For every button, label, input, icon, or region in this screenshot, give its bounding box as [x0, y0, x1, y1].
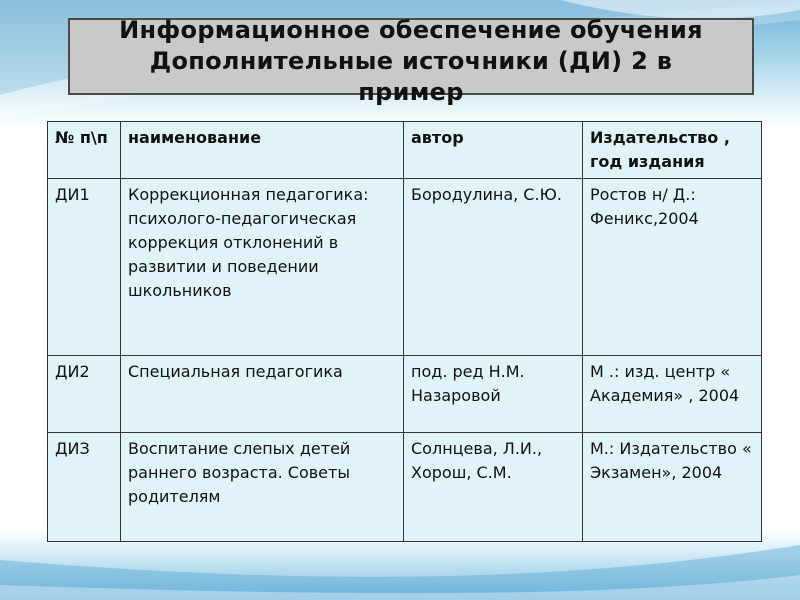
- header-author: автор: [404, 122, 583, 179]
- title-box: [68, 16, 754, 106]
- header-num: № п\п: [48, 122, 121, 179]
- table-row: [48, 356, 762, 433]
- cell-num: ДИЗ: [48, 433, 121, 542]
- cell-num: ДИ2: [48, 356, 121, 433]
- slide-title: [70, 15, 752, 108]
- title-line-2: Дополнительные источники (ДИ) 2 в: [149, 47, 673, 75]
- header-publisher: Издательство , год издания: [583, 122, 762, 179]
- cell-name: Коррекционная педагогика: психолого-педагогическая коррекция отклонений в развитии и поведении школьников: [121, 179, 404, 356]
- cell-author: Бородулина, С.Ю.: [404, 179, 583, 356]
- table-row: [48, 179, 762, 356]
- cell-author: Солнцева, Л.И., Хорош, С.М.: [404, 433, 583, 542]
- cell-num: ДИ1: [48, 179, 121, 356]
- title-line-1: Информационное обеспечение обучения: [119, 16, 703, 44]
- table-row: [48, 433, 762, 542]
- cell-publisher: Ростов н/ Д.: Феникс,2004: [583, 179, 762, 356]
- cell-publisher: М .: изд. центр « Академия» , 2004: [583, 356, 762, 433]
- header-name: наименование: [121, 122, 404, 179]
- cell-author: под. ред Н.М. Назаровой: [404, 356, 583, 433]
- title-line-3: пример: [358, 78, 464, 106]
- sources-table: [47, 121, 762, 542]
- table-header-row: [48, 122, 762, 179]
- cell-name: Воспитание слепых детей раннего возраста. Советы родителям: [121, 433, 404, 542]
- cell-publisher: М.: Издательство « Экзамен», 2004: [583, 433, 762, 542]
- cell-name: Специальная педагогика: [121, 356, 404, 433]
